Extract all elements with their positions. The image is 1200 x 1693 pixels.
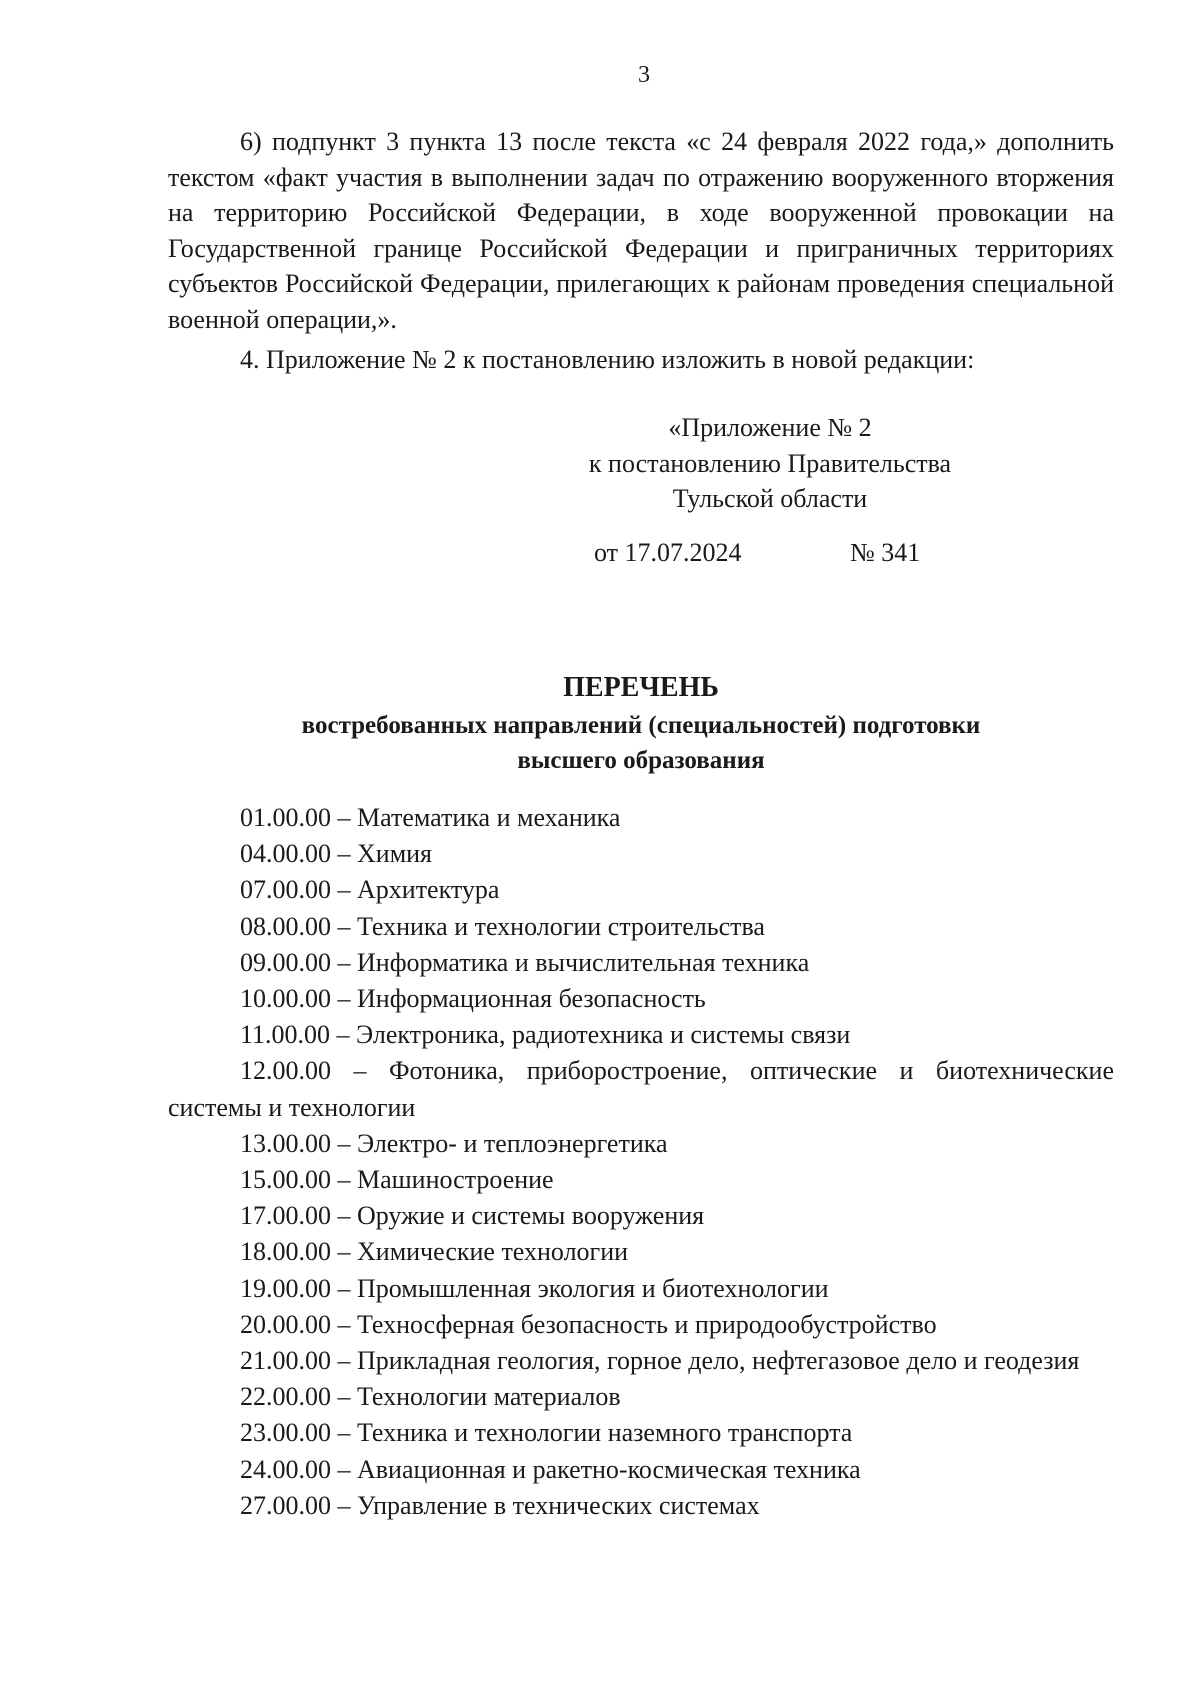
list-item: 08.00.00 – Техника и технологии строительства [240,911,765,941]
list-item: 21.00.00 – Прикладная геология, горное дело, нефтегазовое дело и геодезия [240,1346,1080,1376]
specialties-list [168,800,1114,1524]
appendix-title: «Приложение № 2 [668,413,872,442]
list-item: 22.00.00 – Технологии материалов [240,1382,621,1412]
amendment-paragraph [168,124,1114,337]
list-item: 23.00.00 – Техника и технологии наземного транспорта [240,1418,853,1448]
list-item: 11.00.00 – Электроника, радиотехника и системы связи [240,1020,851,1050]
paragraph-item-6: 6) подпункт 3 пункта 13 после текста «с 24 февраля 2022 года,» дополнить текстом «факт участия в выполнении задач по отражению вооруженного вторжения на территорию Российской Федерации, в ходе вооруженной провокации на Государственной границе Российской Федерации и приграничных территориях субъектов Российской Федерации, прилегающих к районам проведения специальной военной операции,». [168,127,1114,334]
list-item: 24.00.00 – Авиационная и ракетно-космическая техника [240,1454,861,1484]
list-item: 07.00.00 – Архитектура [240,875,500,905]
page-number: 3 [638,62,650,88]
list-item: 15.00.00 – Машиностроение [240,1165,554,1195]
heading-title: ПЕРЕЧЕНЬ [563,672,719,703]
list-item: 12.00.00 – Фотоника, приборостроение, оптические и биотехнические системы и технологии [168,1056,1114,1122]
list-item: 18.00.00 – Химические технологии [240,1237,629,1267]
point-4-paragraph [168,342,1114,378]
list-item: 04.00.00 – Химия [240,839,433,869]
list-item: 17.00.00 – Оружие и системы вооружения [240,1201,705,1231]
heading-subtitle-line-2: высшего образования [517,747,765,774]
appendix-number: № 341 [850,538,921,567]
appendix-region: Тульской области [672,484,868,513]
heading-subtitle-line-1: востребованных направлений (специальностей) подготовки [301,712,981,739]
list-item: 27.00.00 – Управление в технических системах [240,1490,760,1520]
list-item: 09.00.00 – Информатика и вычислительная техника [240,947,810,977]
list-item: 10.00.00 – Информационная безопасность [240,984,706,1014]
paragraph-item-4: 4. Приложение № 2 к постановлению изложить в новой редакции: [240,345,975,374]
appendix-reference: к постановлению Правительства [588,448,952,478]
list-heading [168,668,1114,778]
list-item: 01.00.00 – Математика и механика [240,803,621,832]
list-item: 20.00.00 – Техносферная безопасность и природообустройство [240,1309,937,1339]
appendix-header [560,410,980,517]
appendix-date: от 17.07.2024 [594,538,742,567]
list-item: 13.00.00 – Электро- и теплоэнергетика [240,1128,668,1158]
list-item: 19.00.00 – Промышленная экология и биотехнологии [240,1273,829,1303]
